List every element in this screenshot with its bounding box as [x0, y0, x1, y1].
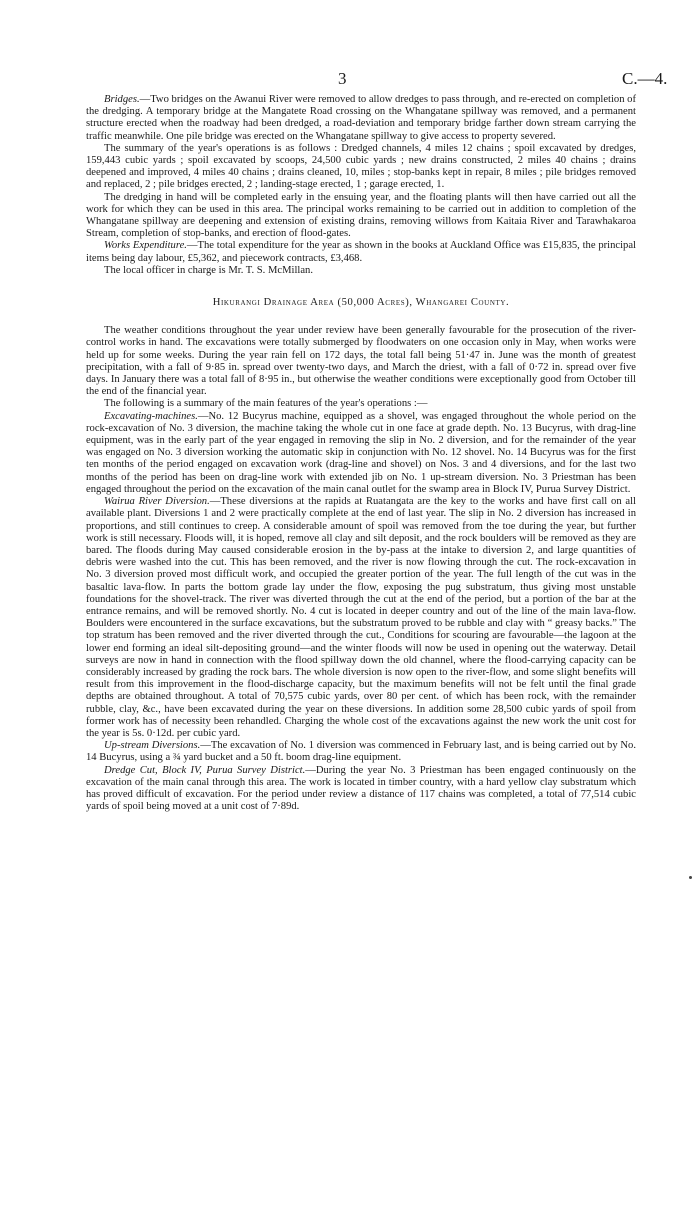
paragraph-bridges: Bridges.—Two bridges on the Awanui River were removed to allow dredges to pass through, and re-erected on completion of the dredging. A temporary bridge at the Mangatete Road crossing on the Whangatane spillway was removed, and a permanent structure erected when the roadway had been dredged, a road-deviation and temporary bridge farther down stream carrying the traffic meanwhile. One pile bridge was erected on the Whangatane spillway to give access to property severed.: [86, 94, 636, 142]
document-body: [86, 94, 636, 813]
page-number: 3: [338, 69, 347, 88]
section-title-hikurangi: Hikurangi Drainage Area (50,000 Acres), Whangarei County.: [212, 297, 510, 309]
paragraph-excavating: Excavating-machines.—No. 12 Bucyrus machine, equipped as a shovel, was engaged throughout the whole period on the rock-excavation of No. 3 diversion, the machine taking the whole cut in one face at grade depth. No. 13 Bucyrus, with drag-line equipment, was in the early part of the year engaged in removing the slip in No. 2 diversion, and for the remainder of the year was engaged on No. 3 diversion working the automatic skip in conjunction with No. 12 shovel. No. 14 Bucyrus was for the first ten months of the period engaged on excavation work (drag-line and shovel) on Nos. 3 and 4 diversions, and for the last two months of the period has been on drag-line work with extended jib on No. 1 up-stream diversion. No. 3 Priestman has been engaged throughout the period on the excavation of the main canal outlet for the swamp area in Block IV, Purua Survey District.: [86, 410, 636, 495]
paragraph-wairua: Wairua River Diversion.—These diversions at the rapids at Ruatangata are the key to the works and have first call on all available plant. Diversions 1 and 2 were practically complete at the end of last year. The slip in No. 2 diversion has increased in proportions, and still continues to creep. A considerable amount of spoil was removed from the toe during the year, but further work is still necessary. Floods will, it is hoped, remove all clay and silt deposit, and the rock boulders will be removed as they are bared. The floods during May caused considerable erosion in the by-pass at the intake to diversion 2, and large quantities of debris were washed into the cut. This has been removed, and the river is now flowing through the cut. The rock-excavation in No. 3 diversion proved most difficult work, and occupied the greater portion of the year. The full length of the cut was in the basaltic lava-flow. In parts the bottom grade lay under the flow, exposing the pug substratum, thus giving most unstable foundations for the shovel-track. The river was diverted through the cut at the end of the period, but a portion of the bar at the entrance remains, and will be removed shortly. No. 4 cut is located in deeper country and out of the line of the main lava-flow. Boulders were encountered in the surface excavations, but the substratum proved to be rubble and clay with “ greasy backs.” The top stratum has been removed and the river diverted through the cut., Conditions for scouring are favourable—the lagoon at the lower end forming an ideal silt-depositing ground—and the winter floods will now be used in opening out the waterway. Detail surveys are now in hand in connection with the flood spillway down the old channel, where the flood-carrying capacity can be considerably increased by grading the rock bars. The whole diversion is now open to the river-flow, and some slight benefits will result from this improvement in the flood-discharge capacity, but the maximum benefits will not be felt until the final grade depths are obtained throughout. A total of 70,575 cubic yards, over 80 per cent. of which has been rock, with the remainder rubble, clay, &c., have been excavated during the year on these diversions. In addition some 28,500 cubic yards of spoil from former work has of necessity been rehandled. Charging the whole cost of the excavations against the new work the unit cost for the year is 5s. 0·12d. per cubic yard.: [86, 496, 636, 739]
paragraph-officer: The local officer in charge is Mr. T. S. McMillan.: [104, 264, 313, 276]
paragraph-dredging: The dredging in hand will be completed early in the ensuing year, and the floating plants will then have carried out all the work for which they can be used in this area. The principal works remaining to be carried out in addition to completion of the Whangatane spillway are deepening and extension of existing drains, removing willows from Kaitaia River and Tarawhakaroa Stream, completion of stop-banks, and erection of flood-gates.: [86, 191, 636, 240]
paragraph-upstream: Up-stream Diversions.—The excavation of No. 1 diversion was commenced in February last, and is being carried out by No. 14 Bucyrus, using a ¾ yard bucket and a 50 ft. boom drag-line equipment.: [86, 740, 636, 764]
margin-mark: [689, 876, 692, 879]
heading-dredge-cut: Dredge Cut, Block IV, Purua Survey District.: [104, 764, 306, 776]
heading-bridges: Bridges.: [104, 94, 140, 105]
paragraph-dredge-cut: Dredge Cut, Block IV, Purua Survey District.—During the year No. 3 Priestman has been engaged continuously on the excavation of the main canal through this area. The work is located in timber country, with a hard yellow clay substratum which has proved difficult of excavation. For the period under review a distance of 117 chains was completed, a total of 77,514 cubic yards of spoil being moved at a unit cost of 7·89d.: [86, 764, 636, 813]
document-reference: C.—4.: [622, 69, 668, 88]
heading-excavating: Excavating-machines.: [104, 410, 198, 422]
paragraph-weather: The weather conditions throughout the year under review have been generally favourable for the prosecution of the river-control works in hand. The excavations were totally submerged by floodwaters on one occasion only in May, when works were held up for some weeks. During the year rain fell on 172 days, the total fall being 51·47 in. June was the month of greatest precipitation, with a fall of 9·85 in. spread over twenty-two days, and March the driest, with a fall of 0·72 in. spread over five days. In January there was a total fall of 8·95 in., but otherwise the weather conditions were exceptionally good from October till the end of the financial year.: [86, 325, 636, 398]
heading-wairua: Wairua River Diversion.: [104, 496, 210, 508]
paragraph-summary: The summary of the year's operations is as follows : Dredged channels, 4 miles 12 chains ; spoil excavated by dredges, 159,443 cubic yards ; spoil excavated by scoops, 24,500 cubic yards ; new drains constructed, 2 miles 40 chains ; drains deepened and improved, 4 miles 40 chains ; drains cleaned, 10, miles ; stop-banks kept in repair, 8 miles ; pile bridges removed and replaced, 2 ; pile bridges erected, 2 ; landing-stage erected, 1 ; garage erected, 1.: [86, 142, 636, 191]
paragraph-features-intro: The following is a summary of the main features of the year's operations :—: [104, 398, 428, 410]
heading-upstream: Up-stream Diversions.: [104, 740, 201, 752]
heading-works-expenditure: Works Expenditure.: [104, 240, 187, 252]
paragraph-works-expenditure: Works Expenditure.—The total expenditure for the year as shown in the books at Auckland Office was £15,835, the principal items being day labour, £5,362, and piecework contracts, £3,468.: [86, 240, 636, 264]
